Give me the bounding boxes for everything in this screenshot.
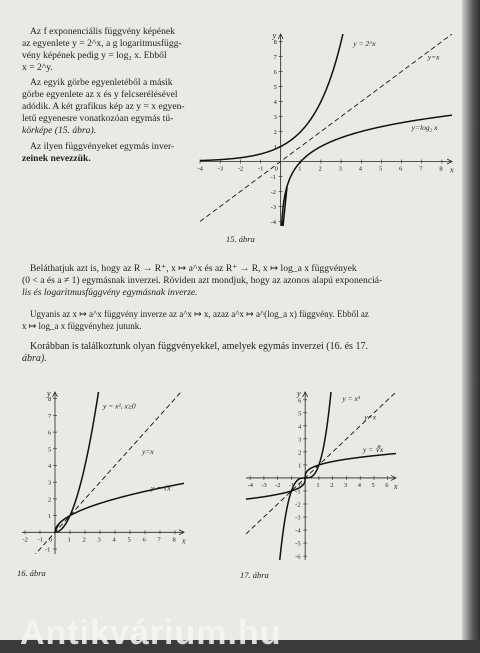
text-line: x = 2^y. <box>22 62 53 73</box>
y-tick-label: -1 <box>45 546 51 554</box>
y-tick-label: -1 <box>295 488 301 496</box>
y-tick-label: 1 <box>298 462 302 470</box>
x-tick-label: -4 <box>197 165 203 173</box>
y-tick-label: 8 <box>273 39 277 46</box>
figure-16-caption: 16. ábra <box>17 568 46 578</box>
y-axis-label: y <box>297 389 301 398</box>
y-tick-label: 7 <box>273 54 277 61</box>
y-tick-label: 2 <box>273 129 277 136</box>
text-line: letű egyenesre vonatkozóan egymás tü- <box>22 113 174 124</box>
x-tick-label: 5 <box>371 481 375 489</box>
x-tick-label: 5 <box>378 165 383 173</box>
x-tick-label: 3 <box>97 536 101 544</box>
x-tick-label: 1 <box>298 165 302 173</box>
y-tick-label: 5 <box>298 410 302 418</box>
y-tick-label: 5 <box>48 446 52 454</box>
text-line: adódik. A két grafikus kép az y = x egyen- <box>22 101 185 112</box>
y-axis-label: y <box>272 31 277 40</box>
paragraph-earlier-examples <box>22 341 454 365</box>
y-tick-label: -2 <box>270 189 277 196</box>
x-tick-label: 7 <box>419 165 423 173</box>
y-tick-label: -4 <box>270 219 277 226</box>
x-tick-label: 1 <box>67 536 71 544</box>
y-tick-label: 2 <box>48 496 52 504</box>
y-tick-label: -2 <box>295 501 301 509</box>
x-tick-label: 2 <box>82 536 86 544</box>
y-tick-label: 1 <box>273 144 277 151</box>
y-axis-label: y <box>47 389 51 398</box>
x-tick-label: -1 <box>37 536 43 544</box>
curve-label-cbrt: y = ∛x <box>362 444 384 454</box>
text-line: Beláthatjuk azt is, hogy az R → R⁺, x ↦ a^x és az R⁺ → R, x ↦ log_a x függvények <box>30 263 357 274</box>
text-line: Ugyanis az x ↦ a^x függvény inverze az a^x ↦ x, azaz a^x ↦ a^(log_a x) függvény. Ebből az <box>30 309 369 319</box>
y-tick-label: 7 <box>48 412 52 420</box>
x-tick-label: 0 <box>274 165 278 173</box>
x-tick-label: -4 <box>247 481 254 489</box>
x-tick-label: -3 <box>217 165 224 173</box>
y-tick-label: -5 <box>295 540 301 548</box>
x-tick-label: 3 <box>338 165 342 173</box>
x-tick-label: 0 <box>299 481 303 489</box>
x-tick-label: -1 <box>257 165 264 173</box>
x-tick-label: -2 <box>237 165 244 173</box>
x-tick-label: 6 <box>385 481 389 489</box>
x-axis-label: x <box>394 481 398 491</box>
curve-label-identity: y=x <box>427 52 440 62</box>
x-tick-label: 4 <box>112 536 116 544</box>
x-tick-label: 8 <box>439 165 443 173</box>
y-tick-label: 6 <box>48 429 52 437</box>
curve-label-identity: y=x <box>364 412 377 422</box>
text-line: x ↦ log_a x függvényhez jutunk. <box>22 321 142 331</box>
page-edge-shadow <box>462 0 480 640</box>
x-tick-label: 1 <box>316 481 320 489</box>
x-tick-label: -3 <box>261 481 267 489</box>
curve-label-exp: y = 2^x <box>353 39 376 48</box>
text-line: körképe (15. ábra). <box>22 125 97 136</box>
figure-17-caption: 17. ábra <box>240 570 269 580</box>
y-tick-label: 3 <box>48 479 52 487</box>
x-tick-label: 0 <box>49 536 53 544</box>
y-tick-label: -1 <box>270 174 277 181</box>
curve-label-sqrt: y = √x <box>151 483 171 493</box>
text-line: Az f exponenciális függvény képének <box>30 26 175 37</box>
y-tick-label: 5 <box>273 84 277 91</box>
x-tick-label: 4 <box>358 165 363 173</box>
y-tick-label: 3 <box>273 114 277 121</box>
y-tick-label: 2 <box>298 449 302 457</box>
x-axis-label: x <box>450 165 454 175</box>
x-tick-label: 7 <box>157 536 161 544</box>
x-tick-label: 3 <box>343 481 348 489</box>
x-tick-label: 2 <box>318 165 322 173</box>
text-line: Az egyik görbe egyenletéből a másik <box>30 77 173 88</box>
y-tick-label: 1 <box>48 513 52 521</box>
text-line: az egyenlete y = 2^x, a g logaritmusfügg- <box>22 38 182 49</box>
paragraph-inverse-proof <box>22 308 454 332</box>
text-line: görbe egyenlete az x és y felcserélésével <box>22 89 178 100</box>
y-tick-label: 4 <box>298 423 302 431</box>
curve-label-cube: y = x³ <box>342 394 361 404</box>
x-tick-label: 8 <box>172 536 176 544</box>
y-tick-label: 3 <box>298 436 302 444</box>
y-tick-label: -3 <box>295 514 301 522</box>
x-tick-label: -2 <box>275 481 281 489</box>
x-tick-label: 2 <box>330 481 334 489</box>
y-tick-label: 4 <box>273 99 277 106</box>
text-line: zeinek nevezzük. <box>22 153 91 164</box>
text-line: lis és logaritmusfüggvény egymásnak inverze. <box>22 287 198 298</box>
figure-15-exp-log <box>190 24 462 236</box>
curve-square <box>55 384 103 532</box>
y-tick-label: -3 <box>270 204 277 211</box>
x-tick-label: 5 <box>127 536 131 544</box>
y-tick-label: 4 <box>48 462 52 470</box>
curve-label-identity: y=x <box>142 446 154 456</box>
y-tick-label: -4 <box>295 527 301 535</box>
figure-16-square-sqrt <box>14 384 192 562</box>
x-tick-label: 6 <box>399 165 403 173</box>
y-tick-label: 8 <box>48 396 52 404</box>
x-axis-label: x <box>182 536 186 546</box>
text-line: (0 < a és a ≠ 1) egymásnak inverzei. Röviden azt mondjuk, hogy az azonos alapú exponenciá- <box>22 275 383 286</box>
curve-log2 <box>281 115 452 236</box>
paragraph-inverse-intro <box>22 26 190 165</box>
paragraph-inverse-statement <box>22 263 454 299</box>
y-tick-label: 6 <box>298 397 302 405</box>
text-line: vény képének pedig y = log₂ x. Ebből <box>22 50 167 61</box>
curve-label-square: y = x², x≥0 <box>103 401 136 411</box>
y-tick-label: 6 <box>273 69 277 76</box>
x-tick-label: 4 <box>357 481 361 489</box>
x-tick-label: 6 <box>142 536 146 544</box>
text-line: Az ilyen függvényeket egymás inver- <box>30 141 175 152</box>
figure-17-cube-cbrt <box>238 384 404 568</box>
y-tick-label: -6 <box>295 553 301 561</box>
x-tick-label: -1 <box>288 481 295 489</box>
x-tick-label: -2 <box>22 536 28 544</box>
watermark: Antikvárium.hu <box>20 614 282 652</box>
figure-15-caption: 15. ábra <box>226 234 255 244</box>
curve-label-log: y=log₂ x <box>411 123 438 132</box>
text-line: ábra). <box>22 353 47 364</box>
text-line: Korábban is találkoztunk olyan függvényekkel, amelyek egymás inverzei (16. és 17. <box>30 341 368 352</box>
